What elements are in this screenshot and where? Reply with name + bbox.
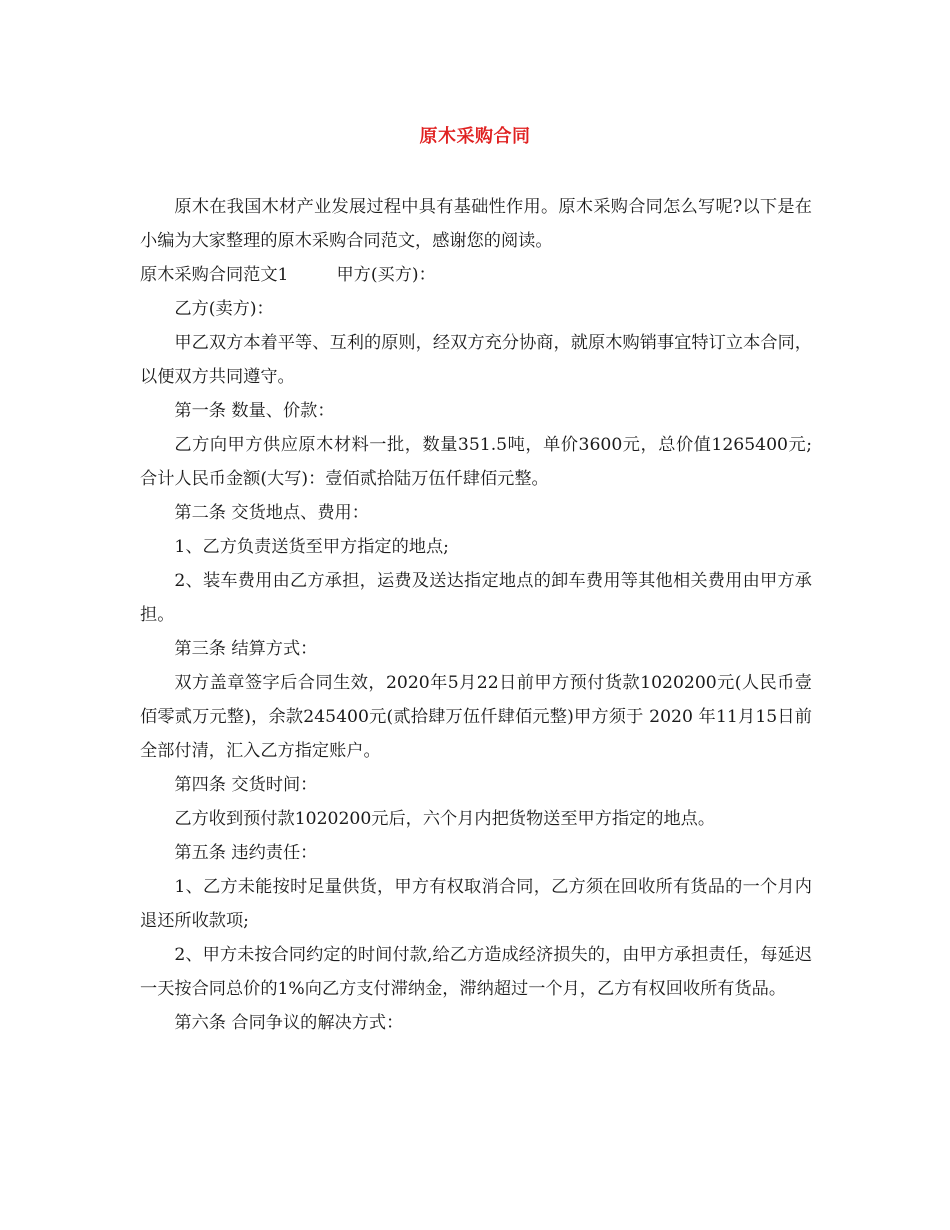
article4-text: 乙方收到预付款1020200元后，六个月内把货物送至甲方指定的地点。	[174, 809, 716, 829]
article2-item1: 1、乙方负责送货至甲方指定的地点;	[174, 537, 449, 557]
party-a-label: 甲方(买方)：	[336, 265, 436, 285]
article5-item1: 1、乙方未能按时足量供货，甲方有权取消合同，乙方须在回收所有货品的一个月内退还所收款项;	[140, 877, 812, 931]
document-body	[140, 190, 812, 1040]
article1-text: 乙方向甲方供应原木材料一批，数量351.5吨，单价3600元，总价值1265400元; 合计人民币金额(大写)：壹佰贰拾陆万伍仟肆佰元整。	[140, 435, 812, 489]
article5-heading: 第五条 违约责任：	[174, 843, 318, 863]
article2-item2: 2、装车费用由乙方承担，运费及送达指定地点的卸车费用等其他相关费用由甲方承担。	[140, 571, 812, 625]
article3-heading: 第三条 结算方式：	[174, 639, 318, 659]
article5-item2: 2、甲方未按合同约定的时间付款,给乙方造成经济损失的，由甲方承担责任，每延迟一天按合同总价的1%向乙方支付滞纳金，滞纳超过一个月，乙方有权回收所有货品。	[140, 945, 812, 999]
party-b-label: 乙方(卖方)：	[174, 299, 274, 319]
document-title: 原木采购合同	[419, 126, 531, 147]
sample-label: 原木采购合同范文1	[140, 265, 289, 285]
article4-heading: 第四条 交货时间：	[174, 775, 318, 795]
article6-heading: 第六条 合同争议的解决方式：	[174, 1013, 404, 1033]
article3-text: 双方盖章签字后合同生效，2020年5月22日前甲方预付货款1020200元(人民币壹佰零贰万元整)，余款245400元(贰拾肆万伍仟肆佰元整)甲方须于 2020 年11月15日前全部付清，汇入乙方指定账户。	[140, 673, 812, 761]
preamble-paragraph: 甲乙双方本着平等、互利的原则，经双方充分协商，就原木购销事宜特订立本合同，以便双方共同遵守。	[140, 333, 812, 387]
sample-line	[140, 258, 812, 292]
intro-paragraph: 原木在我国木材产业发展过程中具有基础性作用。原木采购合同怎么写呢?以下是在小编为大家整理的原木采购合同范文，感谢您的阅读。	[140, 197, 812, 251]
article2-heading: 第二条 交货地点、费用：	[174, 503, 369, 523]
article1-heading: 第一条 数量、价款：	[174, 401, 335, 421]
